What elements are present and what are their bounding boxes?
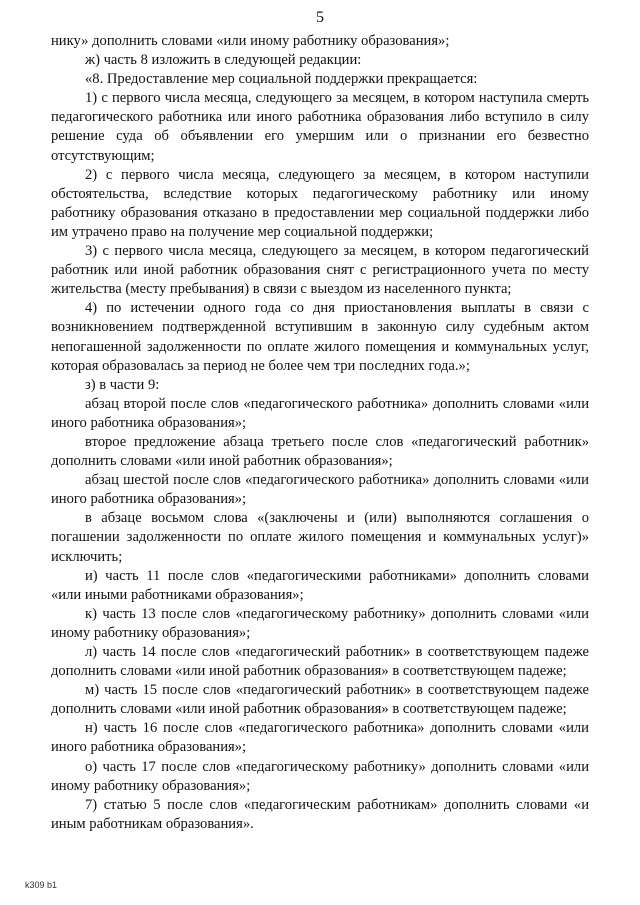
paragraph: абзац второй после слов «педагогического работника» дополнить словами «или иного работника образования»; <box>51 395 589 431</box>
paragraph: м) часть 15 после слов «педагогический работник» в соответствующем падеже дополнить словами «или иной работник образования» в соответствующем падеже; <box>51 682 589 718</box>
paragraph: н) часть 16 после слов «педагогического работника» дополнить словами «или иного работника образования»; <box>51 720 589 756</box>
paragraph: второе предложение абзаца третьего после слов «педагогический работник» дополнить словами «или иной работник образования»; <box>51 433 589 470</box>
paragraph: и) часть 11 после слов «педагогическими работниками» дополнить словами «или иными работниками образования»; <box>51 567 589 603</box>
paragraph: 7) статью 5 после слов «педагогическим работникам» дополнить словами «и иным работникам образования». <box>51 796 589 832</box>
document-body <box>51 32 589 834</box>
paragraph: «8. Предоставление мер социальной поддержки прекращается: <box>85 71 478 88</box>
paragraph: 2) с первого числа месяца, следующего за месяцем, в котором наступили обстоятельства, вследствие которых педагогическому работнику или иному работнику образования отказано в предоставлении мер социальной поддержки либо им утрачено право на получение мер социальной поддержки; <box>51 166 589 240</box>
paragraph: 1) с первого числа месяца, следующего за месяцем, в котором наступила смерть педагогического работника или иного работника образования либо вступило в силу решение суда об объявлении его умершим или о признании его безвестно отсутствующим; <box>51 90 589 164</box>
paragraph: нику» дополнить словами «или иному работнику образования»; <box>51 33 450 49</box>
paragraph: 4) по истечении одного года со дня приостановления выплаты в связи с возникновением подтвержденной вступившим в законную силу судебным актом непогашенной задолженности по оплате жилого помещения и коммунальных услуг, которая образовалась за период не более чем три последних года.»; <box>51 300 589 374</box>
paragraph: абзац шестой после слов «педагогического работника» дополнить словами «или иного работника образования»; <box>51 472 589 508</box>
paragraph: ж) часть 8 изложить в следующей редакции: <box>85 52 362 69</box>
page-number: 5 <box>316 9 324 26</box>
paragraph: 3) с первого числа месяца, следующего за месяцем, в котором педагогический работник или иной работник образования снят с регистрационного учета по месту жительства (месту пребывания) в связи с выездом из населенного пункта; <box>51 243 589 298</box>
paragraph: к) часть 13 после слов «педагогическому работнику» дополнить словами «или иному работнику образования»; <box>51 605 589 641</box>
paragraph: в абзаце восьмом слова «(заключены и (или) выполняются соглашения о погашении задолженности по оплате жилого помещения и коммунальных услуг)» исключить; <box>51 510 589 565</box>
paragraph: о) часть 17 после слов «педагогическому работнику» дополнить словами «или иному работнику образования»; <box>51 758 589 794</box>
paragraph: л) часть 14 после слов «педагогический работник» в соответствующем падеже дополнить словами «или иной работник образования» в соответствующем падеже; <box>51 644 589 680</box>
footer-code: k309 b1 <box>25 880 58 890</box>
paragraph: з) в части 9: <box>85 376 160 393</box>
